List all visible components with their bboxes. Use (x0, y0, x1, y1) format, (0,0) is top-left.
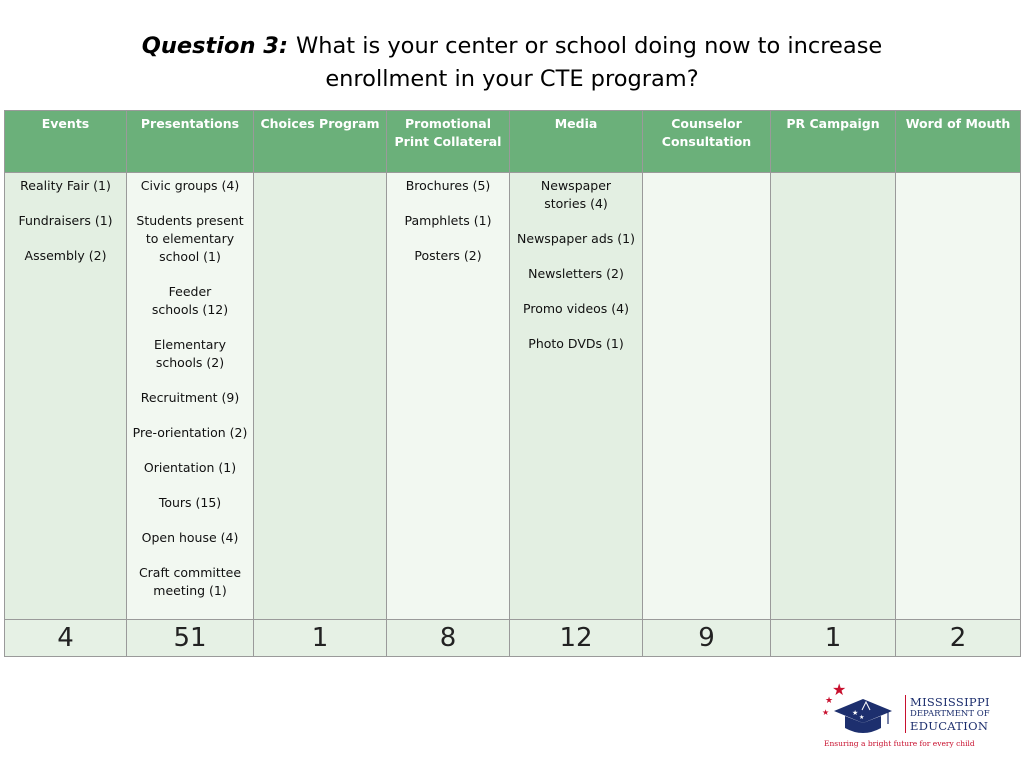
cell-media (510, 173, 643, 620)
svg-text:★: ★ (852, 709, 859, 717)
logo-line-1: MISSISSIPPI (910, 695, 990, 709)
list-item: Pamphlets (1) (404, 213, 492, 228)
list-item: Craft committee meeting (1) (138, 565, 242, 598)
title-text-2: enrollment in your CTE program? (325, 66, 699, 92)
logo-wordmark (910, 696, 990, 732)
list-item: Promo videos (4) (523, 301, 629, 316)
list-item: Elementary schools (2) (154, 337, 226, 370)
header-choices-program: Choices Program (254, 111, 387, 173)
list-item: Newspaper ads (1) (517, 231, 635, 246)
list-item: Pre-orientation (2) (132, 425, 248, 440)
list-item: Reality Fair (1) (20, 178, 111, 193)
logo-divider (905, 695, 906, 733)
list-item: Newspaper stories (4) (540, 178, 612, 211)
star-icon: ★ (825, 696, 834, 706)
list-item: Open house (4) (141, 530, 239, 545)
header-pr-campaign: PR Campaign (771, 111, 896, 173)
list-item: Newsletters (2) (528, 266, 624, 281)
title-text-1: What is your center or school doing now to increase (295, 33, 883, 59)
enrollment-table (4, 110, 1021, 657)
total-media: 12 (510, 620, 643, 657)
list-item: Photo DVDs (1) (528, 336, 624, 351)
total-choices-program: 1 (254, 620, 387, 657)
logo-line-2: DEPARTMENT OF (910, 709, 990, 719)
total-presentations: 51 (127, 620, 254, 657)
list-item: Tours (15) (158, 495, 222, 510)
cell-promotional-print-collateral (387, 173, 510, 620)
enrollment-table-wrapper (4, 110, 1020, 657)
list-item: Assembly (2) (24, 248, 107, 263)
total-word-of-mouth: 2 (896, 620, 1021, 657)
slide-title (0, 30, 1024, 96)
cell-presentations (127, 173, 254, 620)
logo-line-3: EDUCATION (910, 719, 989, 733)
title-line-1 (0, 30, 1024, 63)
total-events: 4 (5, 620, 127, 657)
cell-counselor-consultation (643, 173, 771, 620)
star-icon: ★ (832, 680, 847, 699)
graduation-cap-icon (832, 694, 894, 740)
header-events: Events (5, 111, 127, 173)
logo-tagline: Ensuring a bright future for every child (824, 739, 975, 748)
list-item: Recruitment (9) (140, 390, 240, 405)
header-word-of-mouth: Word of Mouth (896, 111, 1021, 173)
list-item: Posters (2) (414, 248, 482, 263)
list-item: Students present to elementary school (1) (136, 213, 244, 264)
header-promotional-print-collateral: Promotional Print Collateral (387, 111, 510, 173)
list-item: Fundraisers (1) (18, 213, 113, 228)
mde-logo (820, 680, 990, 760)
total-counselor-consultation: 9 (643, 620, 771, 657)
totals-row (5, 620, 1021, 657)
svg-text:★: ★ (859, 714, 865, 721)
header-media: Media (510, 111, 643, 173)
question-label: Question 3: (141, 33, 288, 59)
list-item: Orientation (1) (143, 460, 237, 475)
header-row (5, 111, 1021, 173)
list-item: Feeder schools (12) (151, 284, 229, 317)
list-item: Civic groups (4) (140, 178, 240, 193)
list-item: Brochures (5) (405, 178, 491, 193)
header-presentations: Presentations (127, 111, 254, 173)
total-promotional-print-collateral: 8 (387, 620, 510, 657)
total-pr-campaign: 1 (771, 620, 896, 657)
cell-events (5, 173, 127, 620)
star-icon: ★ (822, 708, 830, 717)
header-counselor-consultation: Counselor Consultation (643, 111, 771, 173)
cell-pr-campaign (771, 173, 896, 620)
items-row (5, 173, 1021, 620)
cell-choices-program (254, 173, 387, 620)
cell-word-of-mouth (896, 173, 1021, 620)
